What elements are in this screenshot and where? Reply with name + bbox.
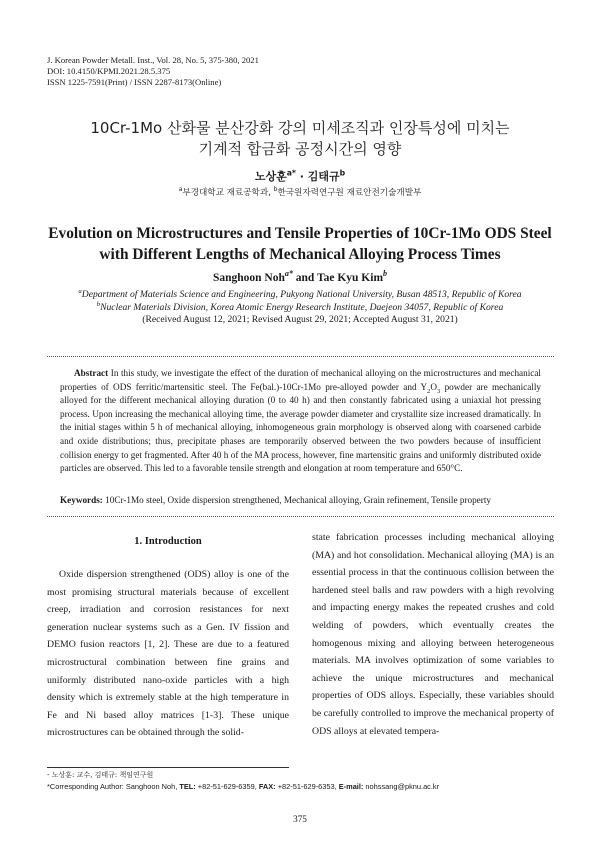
footnote-email: nohssang@pknu.ac.kr — [363, 782, 440, 791]
korean-authors — [0, 168, 600, 184]
english-author2-mark: b — [383, 269, 388, 279]
journal-metadata — [47, 55, 259, 88]
bottom-dotted-divider — [47, 516, 554, 517]
footnote-fax: +82-51-629-6353, — [275, 782, 339, 791]
english-author1: Sanghoon Noh — [212, 272, 285, 284]
footnote-korean-roles: - 노상훈: 교수, 김태규: 책임연구원 — [47, 771, 154, 779]
korean-author2-mark: b — [339, 168, 346, 178]
korean-affiliations — [0, 186, 600, 198]
english-title-line1: Evolution on Microstructures and Tensile Properties of 10Cr-1Mo ODS Steel — [48, 225, 552, 242]
abstract — [60, 367, 541, 476]
korean-affil-b: 한국원자력연구원 재료안전기술개발부 — [277, 188, 422, 198]
korean-author1: 노상훈 — [254, 170, 287, 183]
korean-title-line2: 기계적 합금화 공정시간의 영향 — [198, 140, 402, 158]
english-affil-b-mark: b — [96, 300, 101, 308]
english-title — [0, 223, 600, 265]
footnote-fax-label: FAX: — [258, 782, 276, 791]
english-affil-a-line — [0, 289, 600, 302]
korean-affil-a-mark: a — [178, 186, 183, 194]
received-dates: (Received August 12, 2021; Revised August 29, 2021; Accepted August 31, 2021) — [142, 314, 458, 325]
abstract-text-3: powder are mechanically alloyed for the different mechanical alloying duration (0 to 40 h) and then constantly fabricated using a uniaxial hot pressing process. Upon increasing the mechanical alloying time, the average powder diameter and crystallite size increased dramatically. In the initial stages within 5 h of mechanical alloying, inhomogeneous grain morphology is observed along with coarsened carbide and oxide distributions; thus, precipitate phases are temporarily observed between the two powders because of insufficient collision energy to get fragmented. After 40 h of the MA process, however, fine martensitic grains and uniformly distributed oxide particles are observed. This led to a favorable tensile strength and elongation at room temperature and 650°C. — [60, 381, 541, 474]
top-dotted-divider — [47, 356, 554, 357]
footnote-rule — [47, 767, 289, 768]
abstract-sub-1: 2 — [427, 387, 431, 395]
english-affil-b-line — [0, 302, 600, 315]
english-affil-a: Department of Materials Science and Engineering, Pukyong National University, Busan 48513, Republic of Korea — [81, 289, 522, 300]
intro-left-column: Oxide dispersion strengthened (ODS) alloy is one of the most promising structural materials because of excellent creep, irradiation and corrosion resistances for next generation nuclear systems such as a Gen. IV fission and DEMO fusion reactors [1, 2]. These are due to a featured microstructural combination between fine grains and uniformly distributed nano-oxide particles with a high density which is extremely stable at the high temperature in Fe and Ni based alloy matrices [1-3]. These unique microstructures can be obtained through the solid- — [47, 569, 289, 739]
keywords-label: Keywords: — [60, 495, 103, 505]
abstract-label: Abstract — [74, 368, 109, 378]
journal-issn: ISSN 1225-7591(Print) / ISSN 2287-8173(Online) — [47, 77, 222, 87]
english-title-line2: with Different Lengths of Mechanical Alloying Process Times — [99, 246, 501, 263]
footnote-corresponding-author — [47, 782, 439, 791]
footnote-tel-label: TEL: — [179, 782, 196, 791]
intro-right-column: state fabrication processes including mechanical alloying (MA) and hot consolidation. Mechanical alloying (MA) is an essential process in that the continuous collision between the hardened steel balls and raw powders with a high revolving and impacting energy makes the repeated crushes and cold welding of powders, which eventually creates the homogenous mixing and alloying between heterogeneous materials. MA involves optimization of some variables to achieve the unique microstructures and mechanical properties of ODS alloys. Especially, these variables should be carefully controlled to improve the mechanical property of ODS alloys at elevated tempera- — [312, 532, 554, 737]
footnote-tel: +82-51-629-6359, — [195, 782, 259, 791]
journal-doi: DOI: 10.4150/KPMI.2021.28.5.375 — [47, 66, 171, 76]
korean-author1-mark: a* — [286, 168, 296, 178]
korean-title-line1: 10Cr-1Mo 산화물 분산강화 강의 미세조직과 인장특성에 미치는 — [90, 119, 510, 137]
keywords — [60, 494, 541, 507]
english-affil-a-mark: a — [78, 287, 82, 295]
korean-author-separator: · — [295, 170, 308, 183]
english-author2: Tae Kyu Kim — [317, 272, 384, 284]
abstract-text-2: O — [430, 381, 438, 392]
abstract-text-1: In this study, we investigate the effect of the duration of mechanical alloying on the microstructures and mechanical properties of ODS ferritic/martensitic steel. The Fe(bal.)-10Cr-1Mo pre-alloyed powder and Y — [60, 368, 541, 392]
korean-affil-a: 부경대학교 재료공학과, — [182, 188, 274, 198]
abstract-sub-2: 3 — [437, 387, 441, 395]
footnote-corr-label: *Corresponding Author: Sanghoon Noh, — [47, 782, 180, 791]
journal-citation: J. Korean Powder Metall. Inst., Vol. 28, No. 5, 375-380, 2021 — [47, 55, 259, 65]
page-number: 375 — [293, 814, 307, 824]
english-authors — [0, 269, 600, 284]
korean-affil-b-mark: b — [273, 186, 278, 194]
english-author-and: and — [292, 272, 317, 284]
section-heading-introduction: 1. Introduction — [134, 536, 202, 547]
footnote-email-label: E-mail: — [338, 782, 364, 791]
keywords-text: 10Cr-1Mo steel, Oxide dispersion strengthened, Mechanical alloying, Grain refinement, Tensile property — [102, 495, 491, 505]
korean-title — [0, 118, 600, 160]
korean-author2: 김태규 — [307, 170, 340, 183]
english-affiliations — [0, 289, 600, 327]
english-author1-mark: a* — [284, 269, 293, 279]
english-affil-b: Nuclear Materials Division, Korea Atomic Energy Research Institute, Daejeon 34057, Republic of Korea — [100, 301, 504, 313]
